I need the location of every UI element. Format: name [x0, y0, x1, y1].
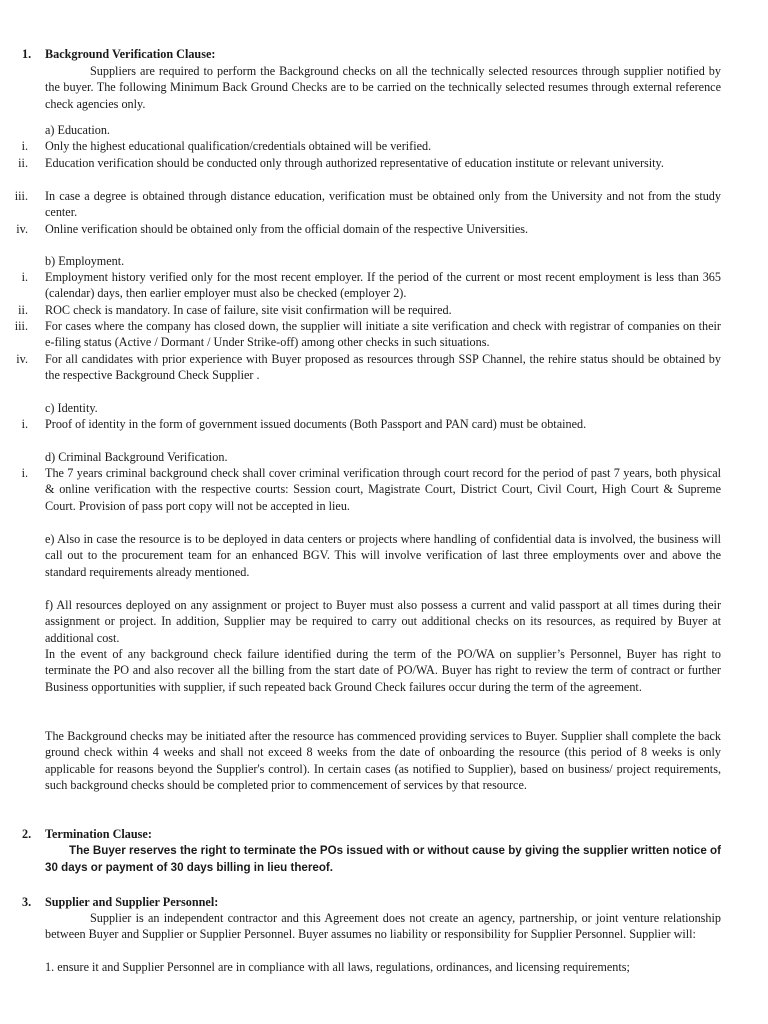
list-item-text: In case a degree is obtained through distance education, verification must be obtained only from the University and not from the study center. — [45, 189, 721, 220]
list-item-text: Employment history verified only for the most recent employer. If the period of the current or most recent employment is less than 365 (calendar) days, then earlier employer must also be checked (employer 2). — [45, 270, 721, 301]
education-heading: a) Education. — [45, 123, 110, 137]
list-item: 1. ensure it and Supplier Personnel are in compliance with all laws, regulations, ordinances, and licensing requirements; — [45, 960, 630, 974]
list-item-numeral: i. — [21, 139, 28, 153]
section-number: 1. — [22, 47, 32, 61]
list-item-text: For all candidates with prior experience with Buyer proposed as resources through SSP Channel, the rehire status should be obtained by the respective Background Check Supplier . — [45, 352, 721, 383]
section-3-intro: Supplier is an independent contractor and this Agreement does not create an agency, partnership, or joint venture relationship between Buyer and Supplier or Supplier Personnel. Buyer assumes no liability or responsibility for Supplier Personnel. Supplier will: — [45, 911, 721, 942]
list-item-text: Online verification should be obtained only from the official domain of the respective Universities. — [45, 222, 529, 236]
list-item-numeral: iii. — [14, 189, 28, 203]
section-title: Termination Clause: — [45, 827, 152, 841]
paragraph-e: e) Also in case the resource is to be deployed in data centers or projects where handling of confidential data is involved, the business will call out to the procurement team for an enhanced BGV. This will involve verification of last three employments over and above the standard requirements already mentioned. — [45, 532, 721, 579]
paragraph-check-timing: The Background checks may be initiated after the resource has commenced providing services to Buyer. Supplier shall complete the back ground check within 4 weeks and shall not exceed 8 weeks from the date of onboarding the resource (this period of 8 weeks is only applicable for reasons beyond the Supplier's control). In certain cases (as notified to Supplier), based on business/ project requirements, such background checks should be completed prior to commencement of services by that resource. — [45, 729, 721, 793]
list-item-text: ROC check is mandatory. In case of failure, site visit confirmation will be required. — [45, 303, 452, 317]
list-item-numeral: iii. — [14, 319, 28, 333]
list-item-numeral: ii. — [18, 303, 28, 317]
list-item-numeral: ii. — [18, 156, 28, 170]
criminal-heading: d) Criminal Background Verification. — [45, 450, 228, 464]
list-item-text: For cases where the company has closed down, the supplier will initiate a site verification and check with registrar of companies on their e-filing status (Active / Dormant / Under Strike-off) among other checks in such situations. — [45, 319, 721, 350]
list-item-numeral: i. — [21, 417, 28, 431]
section-title: Supplier and Supplier Personnel: — [45, 895, 219, 909]
section-number: 2. — [22, 827, 32, 841]
employment-heading: b) Employment. — [45, 254, 125, 268]
list-item-text: Only the highest educational qualification/credentials obtained will be verified. — [45, 139, 432, 153]
list-item-numeral: iv. — [16, 222, 28, 236]
list-item-numeral: i. — [21, 270, 28, 284]
list-item-text: Education verification should be conducted only through authorized representative of education institute or relevant university. — [45, 156, 664, 170]
section-title: Background Verification Clause: — [45, 47, 216, 61]
list-item-numeral: i. — [21, 466, 28, 480]
paragraph-check-failure: In the event of any background check failure identified during the term of the PO/WA on supplier’s Personnel, Buyer has right to terminate the PO and also recover all the billing from the start date of PO/WA. Buyer has right to review the term of contract or further Business opportunities with supplier, if such repeated back Ground Check failures occur during the term of the agreement. — [45, 647, 721, 694]
termination-body: The Buyer reserves the right to terminate the POs issued with or without cause by giving the supplier written notice of 30 days or payment of 30 days billing in lieu thereof. — [45, 844, 721, 874]
list-item-text: Proof of identity in the form of government issued documents (Both Passport and PAN card) must be obtained. — [45, 417, 587, 431]
list-item-numeral: iv. — [16, 352, 28, 366]
section-1-intro: Suppliers are required to perform the Background checks on all the technically selected resources through supplier notified by the buyer. The following Minimum Back Ground Checks are to be carried on the technically selected resumes through external reference check agencies only. — [45, 64, 721, 111]
list-item-text: The 7 years criminal background check shall cover criminal verification through court record for the period of past 7 years, both physical & online verification with the respective courts: Session court, Magistrate Court, District Court, Civil Court, High Court & Supreme Court. Provision of pass port copy will not be accepted in lieu. — [45, 466, 721, 513]
paragraph-f: f) All resources deployed on any assignment or project to Buyer must also possess a current and valid passport at all times during their assignment or project. In addition, Supplier may be required to carry out additional checks on its resources, as required by Buyer at additional cost. — [45, 598, 721, 645]
identity-heading: c) Identity. — [45, 401, 98, 415]
section-number: 3. — [22, 895, 32, 909]
